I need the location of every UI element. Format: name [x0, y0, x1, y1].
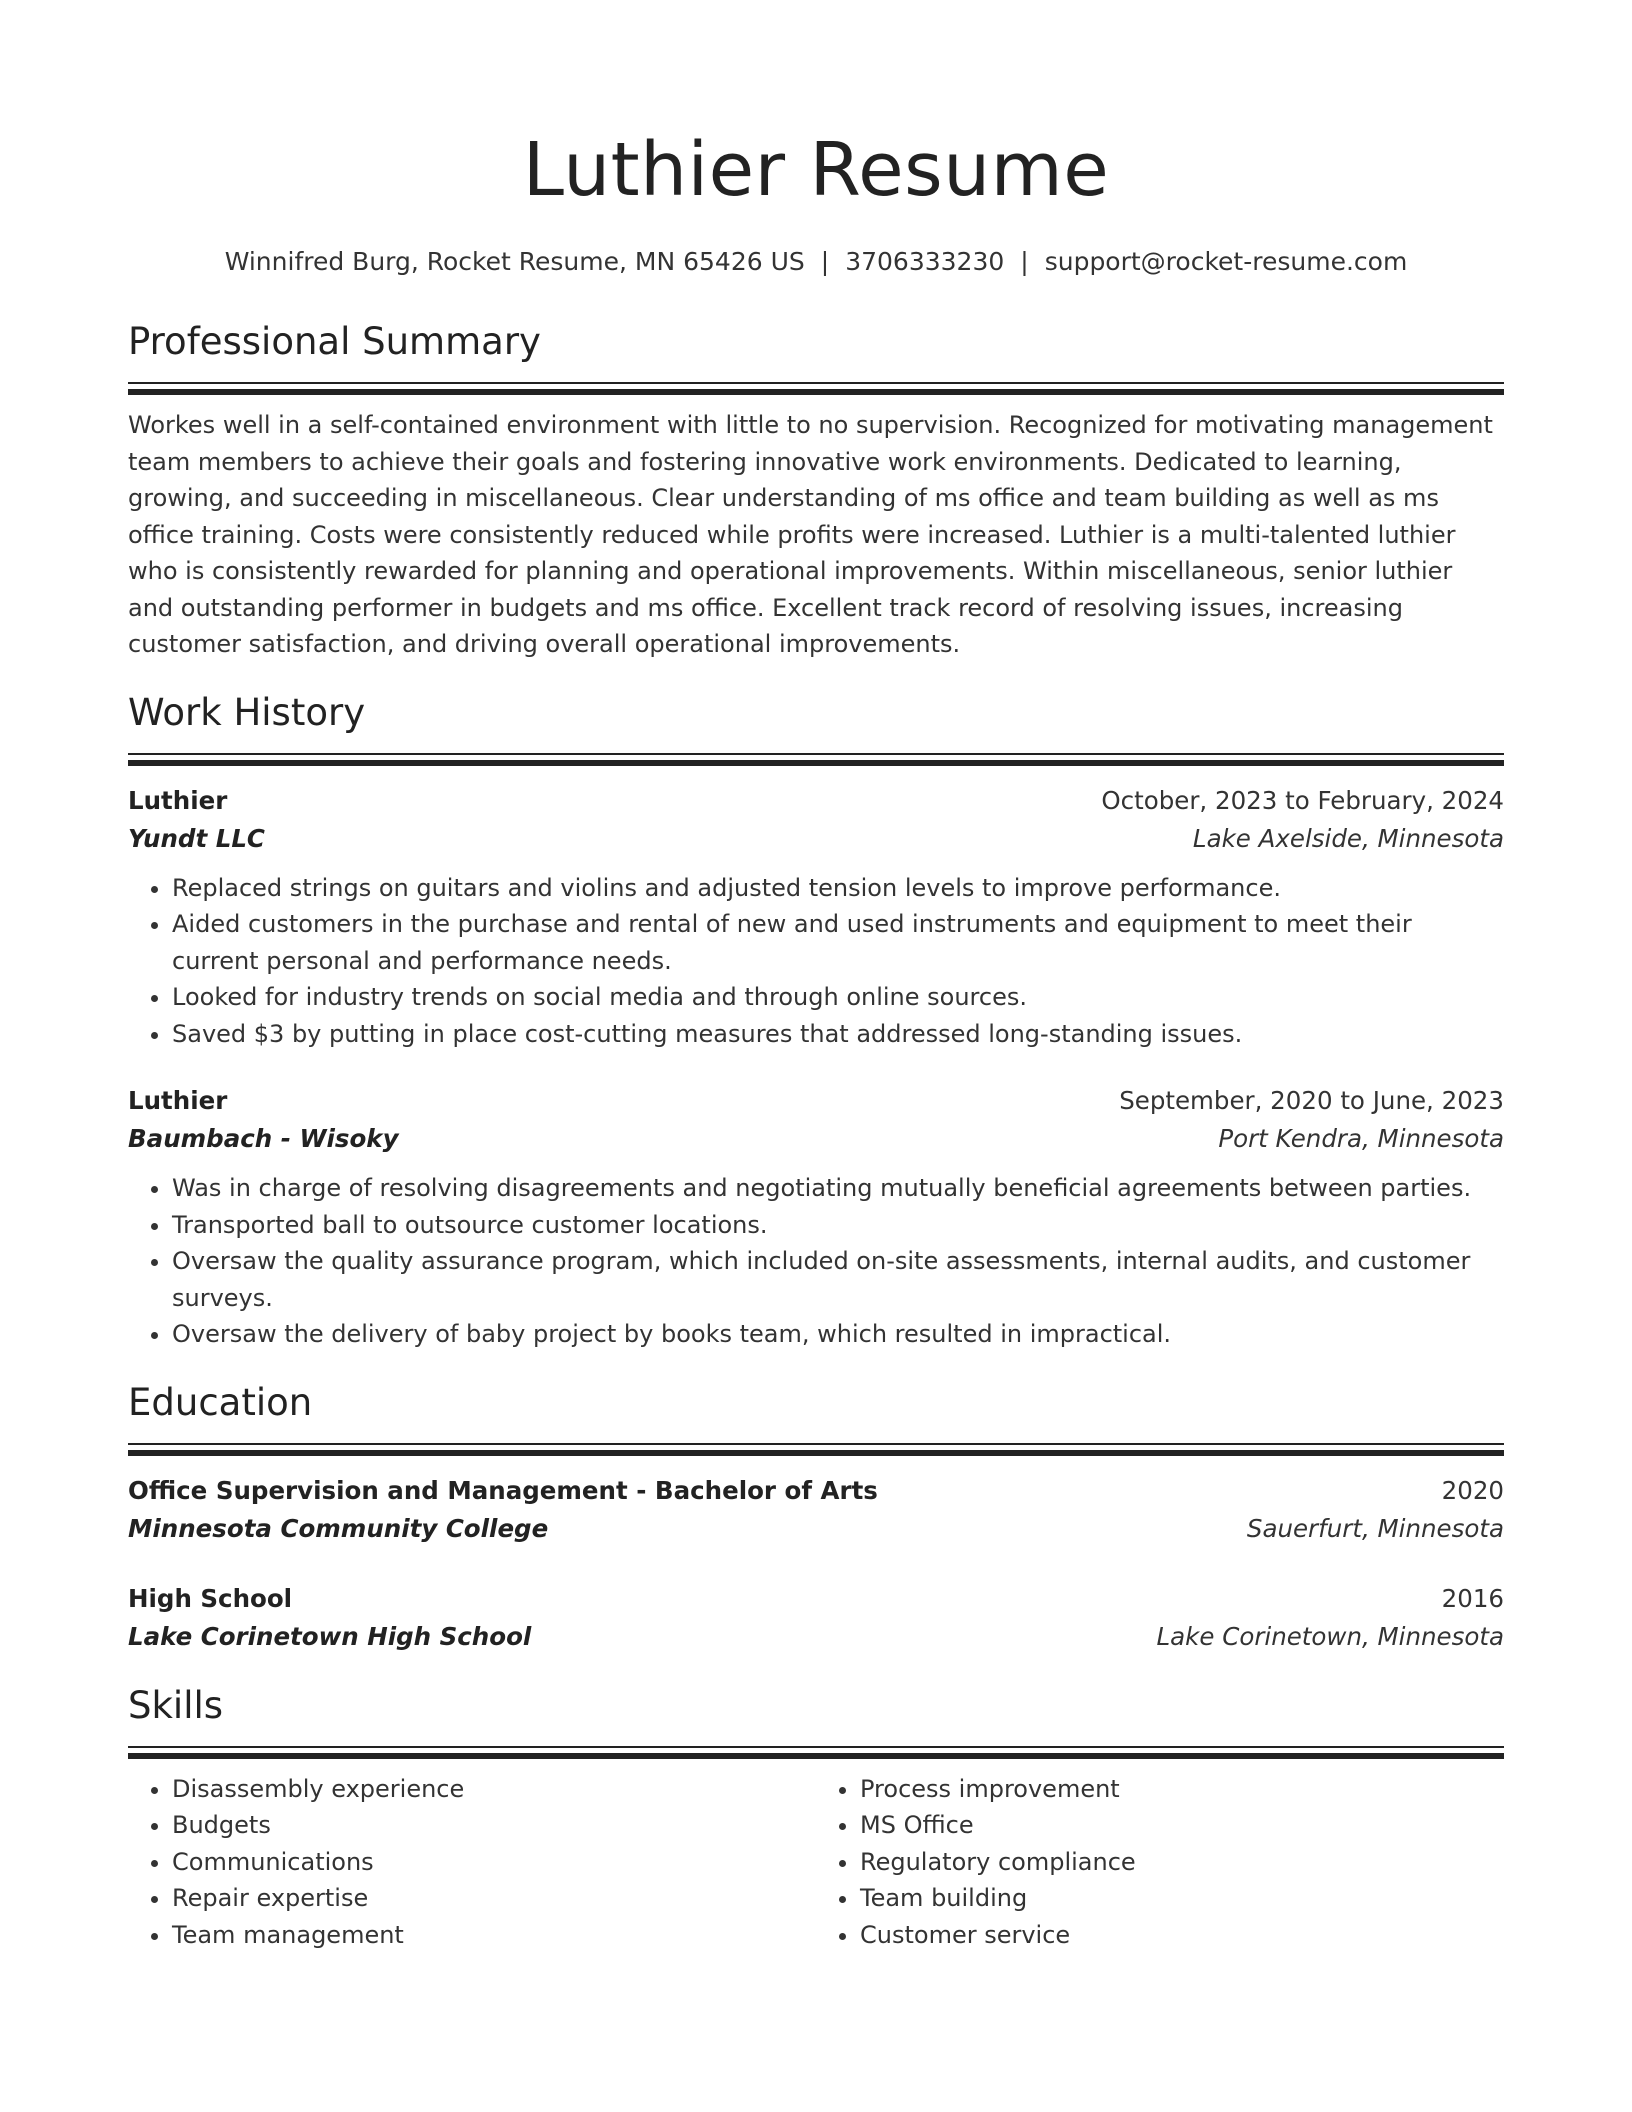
skills-list-right — [816, 1771, 1504, 1954]
job-entry — [128, 782, 1504, 1053]
skills-section — [128, 1682, 1504, 1954]
work-section — [128, 689, 1504, 1353]
summary-text: Workes well in a self-contained environment with little to no supervision. Recognized for motivating management team members to achieve their goals and fostering innovative work environments. Dedicated to learning, growing, and succeeding in miscellaneous. Clear understanding of ms office and team building as well as ms office training. Costs were consistently reduced while profits were increased. Luthier is a multi-talented luthier who is consistently rewarded for planning and operational improvements. Within miscellaneous, senior luthier and outstanding performer in budgets and ms office. Excellent track record of resolving issues, increasing customer satisfaction, and driving overall operational improvements. — [128, 411, 1493, 658]
section-rule-thin — [128, 382, 1504, 384]
job-bullet: • Aided customers in the purchase and rental of new and used instruments and equipment to meet their current personal and performance needs. — [172, 906, 1504, 979]
skill-item: • Repair expertise — [172, 1880, 816, 1917]
section-title-skills: Skills — [128, 1683, 224, 1727]
skill-item: • Team building — [860, 1880, 1504, 1917]
contact-line — [128, 244, 1504, 280]
education-location: Sauerfurt, Minnesota — [1246, 1513, 1504, 1543]
job-bullet: • Looked for industry trends on social media and through online sources. — [172, 979, 1504, 1016]
job-company: Yundt LLC — [128, 823, 265, 853]
skill-item: • Budgets — [172, 1807, 816, 1844]
skills-list-left — [128, 1771, 816, 1954]
section-title-education: Education — [128, 1380, 313, 1424]
job-role: Luthier — [128, 1086, 228, 1115]
job-bullet: • Was in charge of resolving disagreements and negotiating mutually beneficial agreements between parties. — [172, 1170, 1504, 1207]
contact-email: support@rocket-resume.com — [1044, 247, 1408, 276]
job-bullet: • Transported ball to outsource customer locations. — [172, 1207, 1504, 1244]
summary-section — [128, 318, 1504, 663]
contact-separator: | — [1020, 247, 1029, 276]
section-title-work: Work History — [128, 690, 366, 734]
job-location: Lake Axelside, Minnesota — [1192, 823, 1504, 853]
job-bullet: • Replaced strings on guitars and violins and adjusted tension levels to improve performance. — [172, 870, 1504, 907]
section-rule-thin — [128, 753, 1504, 755]
job-bullets — [128, 870, 1504, 1053]
education-degree: Office Supervision and Management - Bachelor of Arts — [128, 1475, 878, 1505]
education-section — [128, 1379, 1504, 1656]
job-dates: September, 2020 to June, 2023 — [1119, 1086, 1504, 1115]
skill-item: • Process improvement — [860, 1771, 1504, 1808]
education-school: Minnesota Community College — [128, 1513, 549, 1543]
skill-item: • Team management — [172, 1917, 816, 1954]
education-location: Lake Corinetown, Minnesota — [1156, 1621, 1504, 1651]
education-school: Lake Corinetown High School — [128, 1621, 532, 1651]
job-bullet: • Oversaw the delivery of baby project by books team, which resulted in impractical. — [172, 1316, 1504, 1353]
contact-address: Winnifred Burg, Rocket Resume, MN 65426 US — [224, 247, 805, 276]
education-degree: High School — [128, 1583, 293, 1613]
job-location: Port Kendra, Minnesota — [1218, 1124, 1504, 1153]
section-rule-thick — [128, 1450, 1504, 1456]
skill-item: • MS Office — [860, 1807, 1504, 1844]
skill-item: • Regulatory compliance — [860, 1844, 1504, 1881]
job-dates: October, 2023 to February, 2024 — [1101, 785, 1504, 815]
skill-item: • Communications — [172, 1844, 816, 1881]
job-company: Baumbach - Wisoky — [128, 1124, 399, 1153]
education-entry — [128, 1580, 1504, 1656]
education-year: 2020 — [1441, 1475, 1504, 1505]
section-rule-thin — [128, 1443, 1504, 1445]
education-entry — [128, 1472, 1504, 1548]
section-rule-thick — [128, 1753, 1504, 1759]
section-rule-thick — [128, 760, 1504, 766]
job-entry — [128, 1082, 1504, 1353]
skill-item: • Customer service — [860, 1917, 1504, 1954]
job-bullets — [128, 1170, 1504, 1353]
section-rule-thin — [128, 1746, 1504, 1748]
contact-separator: | — [820, 247, 830, 276]
job-bullet: • Saved $3 by putting in place cost-cutting measures that addressed long-standing issues. — [172, 1016, 1504, 1053]
section-rule-thick — [128, 389, 1504, 395]
skill-item: • Disassembly experience — [172, 1771, 816, 1808]
job-role: Luthier — [128, 785, 228, 815]
section-title-summary: Professional Summary — [128, 320, 541, 363]
job-bullet: • Oversaw the quality assurance program, which included on-site assessments, internal audits, and customer surveys. — [172, 1243, 1504, 1316]
skills-columns — [128, 1771, 1504, 1954]
education-year: 2016 — [1441, 1583, 1504, 1613]
contact-phone: 3706333230 — [845, 247, 1005, 276]
resume-title: Luthier Resume — [522, 127, 1110, 213]
